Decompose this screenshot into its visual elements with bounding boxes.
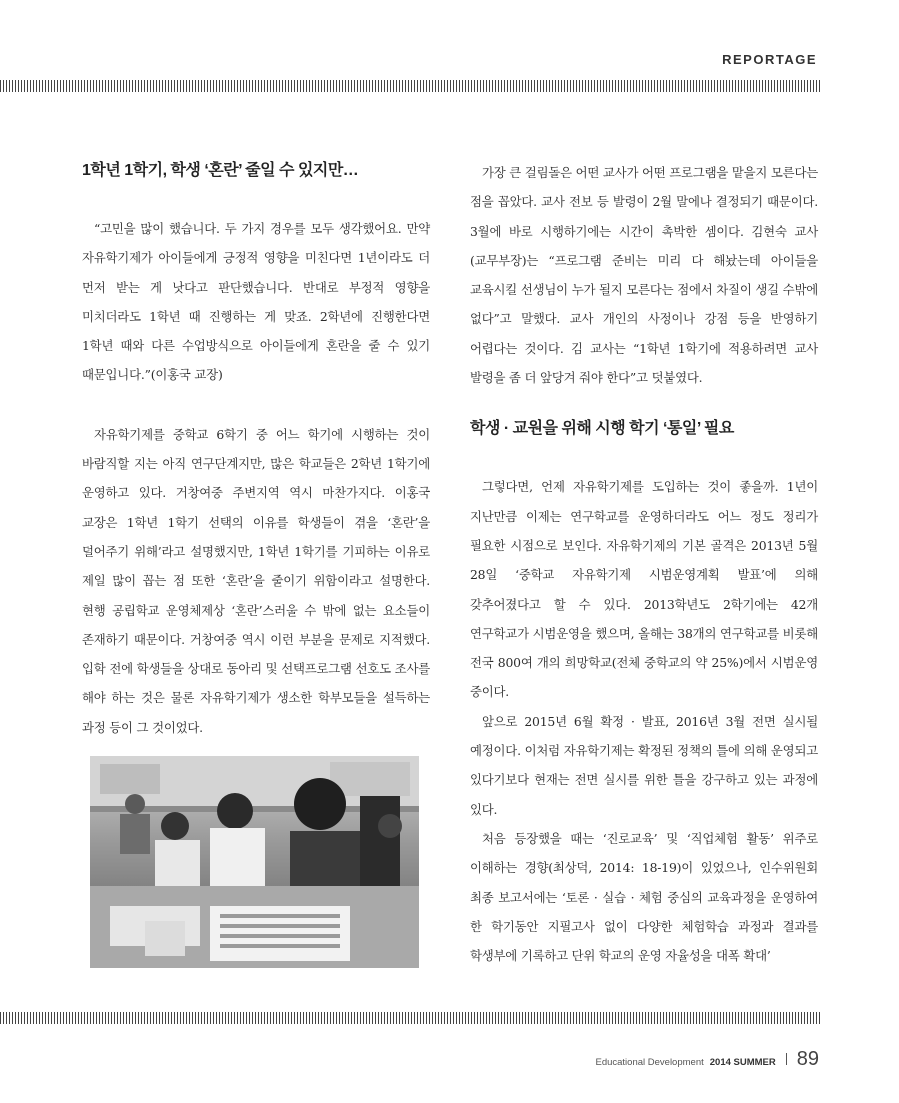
body-paragraph: “고민을 많이 했습니다. 두 가지 경우를 모두 생각했어요. 만약 자유학기제가 아이들에게 긍정적 영향을 미친다면 1년이라도 더 먼저 받는 게 낫다고 판단했습니다. 반대로 부정적 영향을 미치더라도 1학년 때 진행하는 게 맞죠. 2학년에 진행한다면 1학년 때와 다른 수업방식으로 아이들에게 혼란을 줄 수 있기 때문입니다.”(이홍국 교장): [82, 221, 430, 383]
magazine-name: Educational Development: [595, 1057, 704, 1068]
body-paragraph: 앞으로 2015년 6월 확정 · 발표, 2016년 3월 전면 실시될 예정이다. 이처럼 자유학기제는 확정된 정책의 틀에 의해 운영되고 있다기보다 현재는 전면 실시를 위한 틀을 강구하고 있는 과정에 있다.: [470, 713, 818, 817]
left-column: [82, 158, 430, 742]
footer-divider: [786, 1053, 787, 1065]
right-column: [470, 158, 818, 970]
footer-stripe: [0, 1012, 820, 1024]
body-paragraph: 가장 큰 걸림돌은 어떤 교사가 어떤 프로그램을 맡을지 모른다는 점을 꼽았다. 교사 전보 등 발령이 2월 말에나 결정되기 때문이다. 3월에 바로 시행하기에는 시간이 촉박한 셈이다. 김현숙 교사(교무부장)는 “프로그램 준비는 미리 다 해놨는데 아이들을 교육시킬 선생님이 누가 될지 모른다는 점에서 차질이 생길 수밖에 없다”고 말했다. 교사 개인의 사정이나 강점 등을 반영하기 어렵다는 것이다. 김 교사는 “1학년 1학기에 적용하려면 교사 발령을 좀 더 앞당겨 줘야 한다”고 덧붙였다.: [470, 165, 818, 386]
issue-label: 2014 SUMMER: [709, 1057, 776, 1068]
header-stripe: [0, 80, 820, 92]
page-footer: [595, 1048, 819, 1071]
body-paragraph: 처음 등장했을 때는 ‘진로교육’ 및 ‘직업체험 활동’ 위주로 이해하는 경향(최상덕, 2014: 18-19)이 있었으나, 인수위원회 최종 보고서에는 ‘토론 · 실습 · 체험 중심의 교육과정을 운영하여 한 학기동안 지필고사 없이 다양한 체험학습 과정과 결과를 학생부에 기록하고 단위 학교의 운영 자율성을 대폭 확대’: [470, 830, 818, 964]
page-number: 89: [796, 1048, 819, 1070]
section-heading-2: 학생 · 교원을 위해 시행 학기 ‘통일’ 필요: [470, 420, 734, 438]
body-paragraph: 자유학기제를 중학교 6학기 중 어느 학기에 시행하는 것이 바람직할 지는 아직 연구단계지만, 많은 학교들은 2학년 1학기에 운영하고 있다. 거창여중 주변지역 역시 마찬가지다. 이홍국 교장은 1학년 1학기 선택의 이유를 학생들이 겪을 ‘혼란’을 덜어주기 위해’라고 설명했지만, 1학년 1학기를 기피하는 이유로 제일 많이 꼽는 점 또한 ‘혼란’을 줄이기 위함이라고 설명한다. 현행 공립학교 운영체제상 ‘혼란’스러울 수 밖에 없는 요소들이 존재하기 때문이다. 거창여중 역시 이런 부분을 문제로 지적했다. 입학 전에 학생들을 상대로 동아리 및 선택프로그램 선호도 조사를 해야 하는 것은 물론 자유학기제가 생소한 학부모들을 설득하는 과정 등이 그 것이었다.: [82, 426, 430, 735]
section-heading-1: 1학년 1학기, 학생 ‘혼란’ 줄일 수 있지만…: [82, 162, 359, 179]
section-label: REPORTAGE: [722, 52, 817, 67]
classroom-photo: [90, 756, 419, 968]
body-paragraph: 그렇다면, 언제 자유학기제를 도입하는 것이 좋을까. 1년이 지난만큼 이제는 연구학교를 운영하더라도 어느 정도 정리가 필요한 시점으로 보인다. 자유학기제의 기본 골격은 2013년 5월 28일 ‘중학교 자유학기제 시범운영계획 발표’에 의해 갖추어졌다고 할 수 있다. 2013학년도 2학기에는 42개 연구학교가 시범운영을 했으며, 올해는 38개의 연구학교를 비롯해 전국 800여 개의 희망학교(전체 중학교의 약 25%)에서 시범운영 중이다.: [470, 479, 818, 700]
classroom-photo-illustration: [90, 756, 419, 968]
